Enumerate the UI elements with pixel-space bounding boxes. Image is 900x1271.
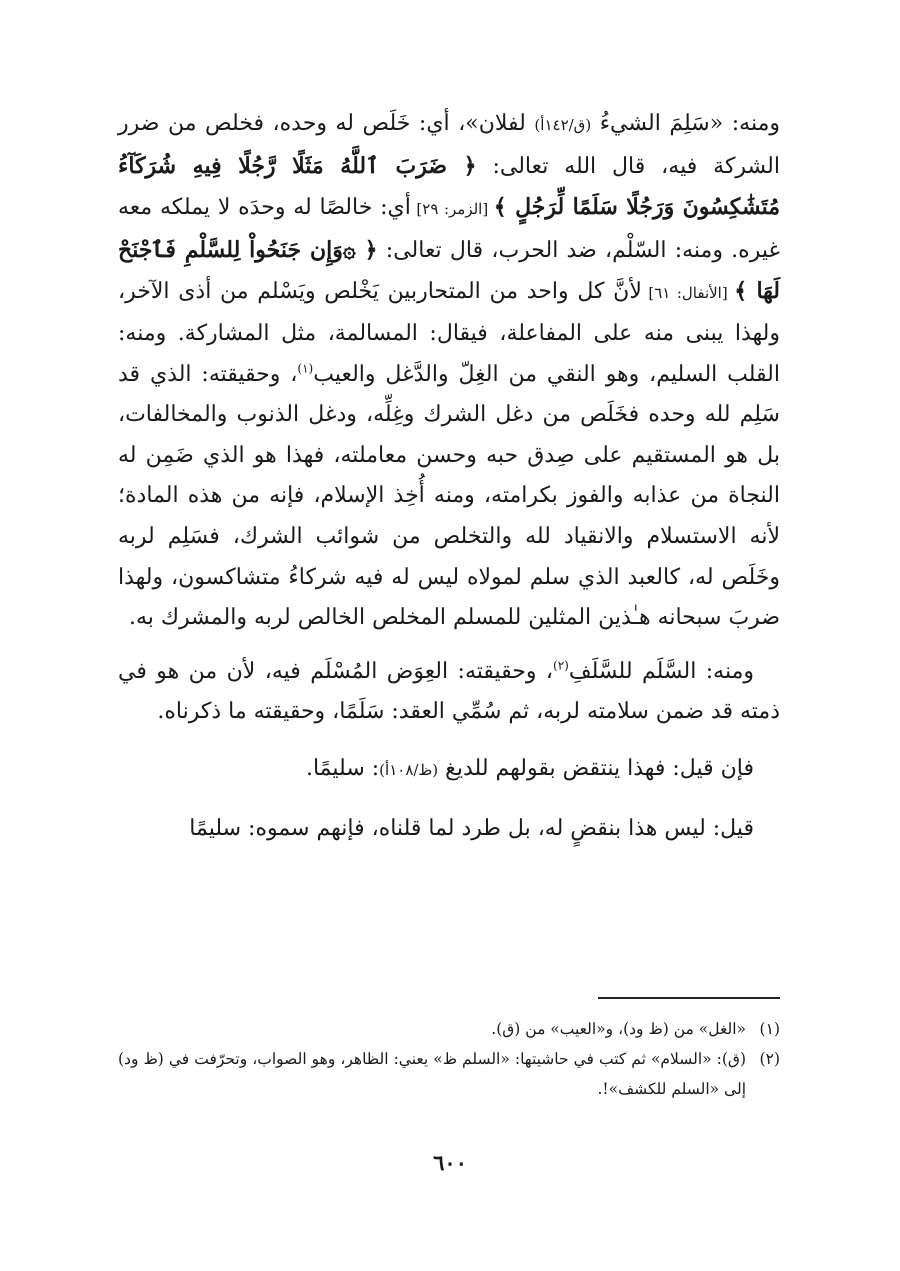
footnote-text: (ق): «السلام» ثم كتب في حاشيتها: «السلم ظ» يعني: الظاهر، وهو الصواب، وتحرّفت في (ظ ود) إلى «السلم للكشف»!. [118, 1050, 746, 1098]
footnote-marker[interactable]: (٢) [553, 658, 569, 673]
verse-reference: [الأنفال: ٦١] [641, 284, 735, 303]
verse-reference: [الزمر: ٢٩] [410, 200, 494, 219]
page-number: ٦٠٠ [433, 1150, 467, 1175]
paragraph-3 [118, 749, 780, 791]
footnotes [118, 1014, 780, 1104]
text-run: فإن قيل: فهذا ينتقض بقولهم للديغ [438, 755, 754, 781]
quran-verse: ﴿ ضَرَبَ ٱللَّهُ مَثَلًا رَّجُلًا فِيهِ شُرَكَآءُ مُتَشَٰكِسُونَ وَرَجُلًا سَلَمًا لِّرَجُلٍ ﴾ [118, 152, 780, 221]
paragraph-4 [118, 809, 780, 850]
manuscript-ref: (ق/١٤٢أ) [534, 116, 592, 134]
text-run: : سليمًا. [305, 755, 380, 781]
footnote-marker[interactable]: (١) [297, 361, 314, 376]
footnote-number: (١) [759, 1020, 780, 1038]
quran-verse: ﴿ ۞وَإِن جَنَحُواْ لِلسَّلْمِ فَٱجْنَحْ لَهَا ﴾ [118, 236, 781, 305]
footnote-2 [118, 1044, 780, 1104]
paragraph-2 [118, 652, 780, 733]
manuscript-ref: (ظ/١٠٨أ) [379, 760, 439, 779]
text-run: ومنه: السَّلَم للسَّلَفِ [568, 658, 754, 684]
text-run: ، وحقيقته: الذي قد سَلِم لله وحده فخَلَص من دغل الشرك وغِلِّه، ودغل الذنوب والمخالفات، بل هو المستقيم على صِدق حبه وحسن معاملته، فهذا هو الذي ضَمِن له النجاة من عذابه والفوز بكرامته، ومنه أُخِذ الإسلام، فإنه من هذه المادة؛ لأنه الاستسلام والانقياد لله والتخلص من شوائب الشرك، فسَلِم لربه وخَلَص له، كالعبد الذي سلم لمولاه ليس له فيه شركاءُ متشاكسون، ولهذا ضربَ سبحانه هـٰذين المثلين للمسلم المخلص الخالص لربه والمشرك به. [118, 361, 780, 631]
text-run: لفلان»، أي: خَلَص له وحده، فخلص من ضرر الشركة فيه، قال الله تعالى: [118, 111, 780, 179]
footnote-number: (٢) [759, 1050, 780, 1068]
footnote-separator [598, 997, 780, 999]
text-run: لأنَّ كل واحد من المتحاربين يَخْلص ويَسْلم من أذى الآخر، ولهذا يبنى منه على المفاعلة، فيقال: المسالمة، مثل المشاركة. ومنه: القلب السليم، وهو النقي من الغِلّ والدَّغل والعيب [118, 279, 781, 387]
footnote-1 [118, 1014, 780, 1044]
text-run: ومنه: «سَلِمَ الشيءُ [591, 111, 780, 136]
page-body [118, 104, 780, 849]
paragraph-1 [118, 104, 780, 639]
text-run: قيل: ليس هذا بنقضٍ له، بل طرد لما قلناه، فإنهم سموه: سليمًا [189, 815, 754, 841]
text-run: ، وحقيقته: العِوَض المُسْلَم فيه، لأن من هو في ذمته قد ضمن سلامته لربه، ثم سُمِّي العقد: سَلَمًا، وحقيقته ما ذكرناه. [118, 658, 780, 725]
text-run: أي: خالصًا له وحدَه لا يملكه معه غيره. ومنه: السّلْم، ضد الحرب، قال تعالى: [118, 195, 780, 263]
footnote-text: «الغل» من (ظ ود)، و«العيب» من (ق). [491, 1020, 746, 1038]
